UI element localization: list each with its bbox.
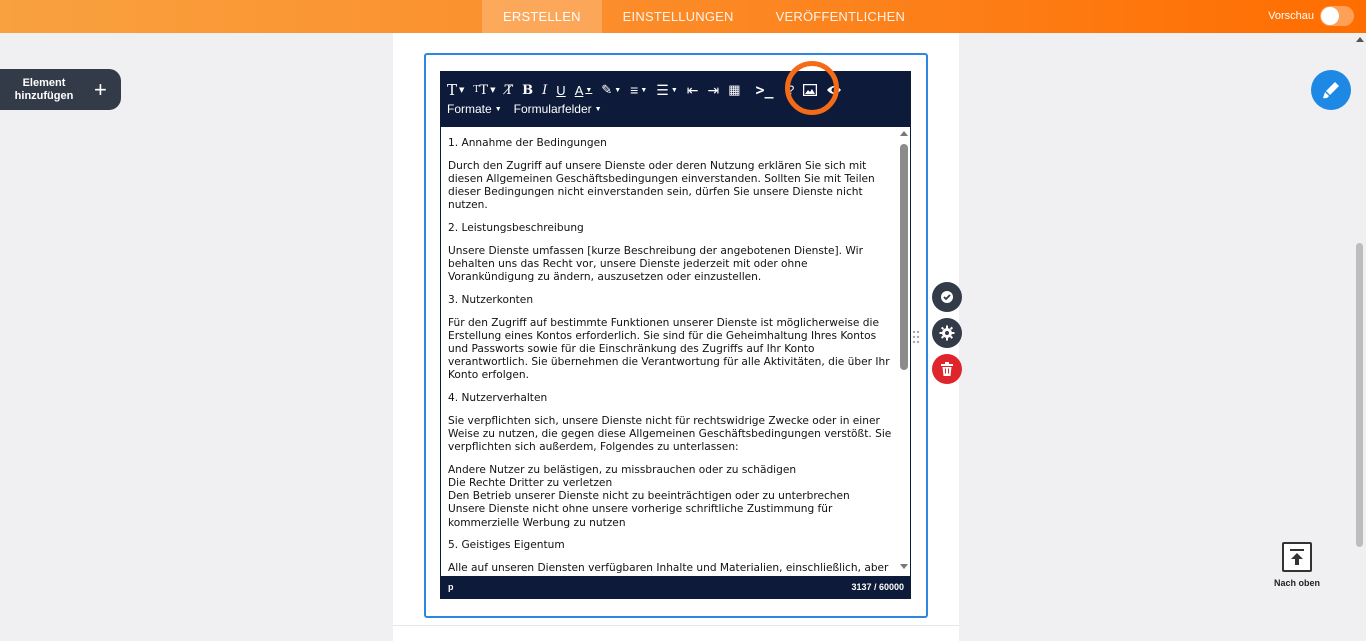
add-element-label: Element hinzufügen — [14, 76, 74, 102]
delete-block-button[interactable] — [932, 354, 962, 384]
check-icon — [940, 290, 954, 304]
form-fields-dropdown[interactable]: Formularfelder ▼ — [513, 102, 602, 116]
design-brush-button[interactable] — [1311, 70, 1351, 110]
drag-handle-icon[interactable] — [912, 330, 920, 344]
block-settings-button[interactable] — [932, 318, 962, 348]
confirm-block-button[interactable] — [932, 282, 962, 312]
paragraph-2: Unsere Dienste umfassen [kurze Beschreibung der angebotenen Dienste]. Wir behalten uns das Recht vor, unsere Dienste jederzeit mit oder ohne Vorankündigung zu ändern, auszusetzen oder einzustellen. — [448, 244, 863, 284]
arrow-up-to-line-icon — [1282, 542, 1312, 572]
editor-scroll-thumb[interactable] — [900, 144, 908, 370]
gear-icon — [939, 325, 955, 341]
top-navigation-bar — [0, 0, 1366, 33]
underline-icon[interactable]: U — [556, 82, 566, 98]
mode-tabs — [482, 0, 926, 33]
list-item: Den Betrieb unserer Dienste nicht zu beeinträchtigen oder zu unterbrechen — [448, 490, 850, 503]
scroll-down-arrow-icon[interactable] — [900, 564, 908, 569]
trash-icon — [941, 362, 953, 376]
indent-icon[interactable]: ⇥ — [707, 81, 720, 98]
preview-control — [1268, 6, 1354, 26]
preview-toggle[interactable] — [1320, 6, 1354, 26]
list-block — [448, 464, 894, 530]
clear-format-icon[interactable]: T̸ — [504, 82, 514, 98]
code-terminal-icon[interactable]: >_ — [755, 81, 774, 99]
table-icon[interactable]: ▦ — [728, 82, 741, 97]
tab-erstellen[interactable]: ERSTELLEN — [482, 0, 602, 33]
align-icon[interactable]: ≡ ▼ — [630, 82, 648, 98]
scroll-to-top-label: Nach oben — [1274, 578, 1321, 588]
help-icon[interactable]: ? — [787, 83, 795, 97]
paragraph-5: Alle auf unseren Diensten verfügbaren Inhalte und Materialien, einschließlich, aber — [448, 562, 889, 575]
heading-1: 1. Annahme der Bedingungen — [448, 137, 607, 149]
paragraph-4: Sie verpflichten sich, unsere Dienste nicht für rechtswidrige Zwecke oder in einer Weise zu nutzen, die gegen diese Allgemeinen Geschäftsbedingungen verstößt. Sie verpflichten sich außerdem, Folgendes zu unterlassen: — [448, 414, 892, 454]
italic-icon[interactable]: I — [542, 82, 548, 98]
formats-dropdown[interactable]: Formate ▼ — [447, 102, 502, 116]
editor-statusbar — [441, 576, 910, 598]
highlight-ring — [785, 61, 839, 115]
list-item: Andere Nutzer zu belästigen, zu missbrauchen oder zu schädigen — [448, 463, 797, 476]
editor-content[interactable] — [441, 127, 901, 576]
heading-2: 2. Leistungsbeschreibung — [448, 222, 584, 235]
bold-icon[interactable]: B — [522, 82, 534, 98]
preview-label: Vorschau — [1268, 10, 1314, 22]
heading-3: 3. Nutzerkonten — [448, 293, 534, 306]
paint-brush-icon — [1321, 80, 1341, 100]
paragraph-3: Für den Zugriff auf bestimmte Funktionen unserer Dienste ist möglicherweise die Erstellung eines Kontos erforderlich. Sie sind für die Geheimhaltung Ihres Kontos und Passworts sowie für die Einschränkung des Zugriffs auf Ihr Konto verantwortlich. Sie übernehmen die Verantwortung für alle Aktivitäten, die über Ihr Konto erfolgen. — [448, 316, 890, 382]
character-count: 3137 / 60000 — [851, 582, 904, 592]
bullet-list-icon[interactable]: ☰ ▼ — [656, 81, 678, 98]
outdent-icon[interactable]: ⇤ — [686, 81, 699, 98]
add-element-button[interactable] — [0, 69, 121, 110]
text-color-icon[interactable]: A ▼ — [574, 82, 593, 98]
scroll-to-top[interactable] — [1274, 542, 1320, 588]
element-path: p — [448, 582, 454, 592]
highlight-color-icon[interactable]: ✎ ▼ — [601, 82, 622, 97]
tab-einstellungen[interactable]: EINSTELLUNGEN — [622, 9, 734, 24]
font-family-icon[interactable]: T ▼ — [447, 81, 465, 99]
rich-text-editor — [440, 71, 911, 599]
list-item: Unsere Dienste nicht ohne unsere vorherige schriftliche Zustimmung für kommerzielle Werbung zu nutzen — [448, 503, 833, 529]
editor-toolbar — [441, 72, 910, 127]
paragraph-1: Durch den Zugriff auf unsere Dienste oder deren Nutzung erklären Sie sich mit diesen Allgemeinen Geschäftsbedingungen einverstanden. Sollten Sie mit Teilen dieser Bedingungen nicht einverstanden sein, dürfen Sie unsere Dienste nicht nutzen. — [448, 159, 875, 212]
tab-veroeffentlichen[interactable]: VERÖFFENTLICHEN — [775, 9, 906, 24]
scroll-up-arrow-icon[interactable] — [900, 131, 908, 136]
font-size-icon[interactable]: T T ▼ — [473, 82, 496, 98]
page-scroll-up-icon[interactable] — [1356, 37, 1364, 42]
plus-icon: + — [94, 76, 107, 102]
page-scroll-thumb[interactable] — [1356, 243, 1363, 547]
editor-scrollbar[interactable] — [899, 127, 909, 576]
heading-4: 4. Nutzerverhalten — [448, 392, 548, 405]
page-divider — [393, 625, 959, 626]
heading-5: 5. Geistiges Eigentum — [448, 539, 565, 552]
list-item: Die Rechte Dritter zu verletzen — [448, 477, 613, 490]
